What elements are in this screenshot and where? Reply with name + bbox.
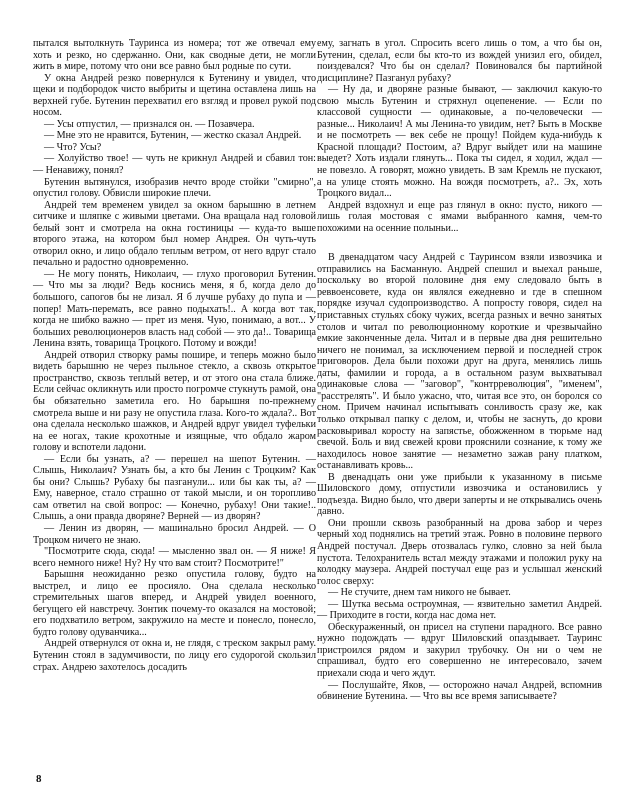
paragraph: Барышня неожиданно резко опустила голову, будто на выстрел, и лицо ее просияло. Она сделала несколько стремительных шагов вперед, и Андрей увидел военного, бегущего ей навстречу. Зонтик почему-то оказался на мостовой; его подхватило ветром, закружило на месте и понесло, понесло, будто голову одуванчика... xyxy=(33,569,316,638)
paragraph: В двенадцать они уже прибыли к указанному в письме Шиловского дому, отпустили извозчика и остановились у подъезда. Видно было, что двери заперты и не открывались очень давно. xyxy=(317,471,602,518)
paragraph: — Шутка весьма остроумная, — язвительно заметил Андрей. — Приходите в гости, когда нас дома нет. xyxy=(317,598,602,622)
paragraph: — Мне это не нравится, Бутенин, — жестко сказал Андрей. xyxy=(44,130,302,142)
paragraph: У окна Андрей резко повернулся к Бутенину и увидел, что щеки и подбородок чисто выбриты и щетина оставлена лишь на верхней губе. Бутенин перехватил его взгляд и провел рукой под носом. xyxy=(33,72,316,119)
paragraph: — Холуйство твое! — чуть не крикнул Андрей и сбавил тон: — Ненавижу, понял? xyxy=(33,153,316,177)
paragraph: — Не стучите, днем там никого не бывает. xyxy=(328,587,511,599)
paragraph: — Ну да, и дворяне разные бывают, — заключил какую-то свою мысль Бутенин и стряхнул оцепенение. — Если по классовой сущности — одинаковые, а по-человечески — разные... Николаич! А мы Ленина-то увидим, нет? Быть в Москве и не посмотреть — век себе не прощу! Пойдем куда-нибудь к Красной площади? Постоим, а? Вдруг выйдет или на машине выедет? Хоть издали глянуть... Пока ты сидел, я ходил, ждал — не повезло. А говорят, можно увидеть. В зам Кремль не пускают, а на улице стоять можно. На вождя посмотреть, а?.. Эх, хоть Троцкого видал... xyxy=(317,84,602,200)
paragraph: Бутенин вытянулся, изобразив нечто вроде стойки "смирно", опустил голову. Обвисли широкие плечи. xyxy=(33,176,316,200)
paragraph: — Ленин из дворян, — машинально бросил Андрей. — О Троцком ничего не знаю. xyxy=(33,522,316,546)
paragraph: Андрей отвернулся от окна и, не глядя, с треском закрыл раму. Бутенин стоял в задумчивости, по лицу его судорогой скользил страх. Андрею захотелось досадить xyxy=(33,638,316,673)
paragraph: — Не могу понять, Николаич, — глухо проговорил Бутенин. — Что мы за люди? Ведь коснись меня, я б, когда дело до большого, сапогов бы не лизал. Я б лучше рубаху до пупа и — попер! Мать-перемать, все равно подыхать!.. А когда вот так, когда не шибко важно — прет из меня. Чую, понимаю, а вот... У больших революционеров власть над собой — это да!.. Товарища Ленина взять, товарища Троцкого. Потому и вожди! xyxy=(33,268,316,350)
paragraph: — Если бы узнать, а? — перешел на шепот Бутенин. — Слышь, Николаич? Узнать бы, а кто бы Ленин с Троцким? Как бы они? Слышь? Рубаху бы пазганули... или бы как ты, а? — Ему, наверное, стало страшно от такой мысли, и он торопливо сам ответил на свой вопрос: — Конечно, рубаху! Они такие!.. Слышь, а они правда дворяне? Верней — из дворян? xyxy=(33,453,316,523)
right-column xyxy=(317,38,602,703)
paragraph: Они прошли сквозь разобранный на дрова забор и через черный ход поднялись на третий этаж. Ровно в половине первого Андрей постучал. Дверь отозвалась гулко, словно за ней была пустота. Телохранитель встал между этажами и положил руку на колодку маузера. Андрей постучал еще раз и услышал женский голос сверху: xyxy=(317,517,602,587)
paragraph: Обескураженный, он присел на ступени парадного. Все равно нужно подождать — вдруг Шиловский опаздывает. Тауринс пристроился рядом и закурил трубочку. Он ни о чем не спрашивал, будто его совершенно не интересовало, зачем приехали сюда и чего ждут. xyxy=(317,621,602,679)
paragraph: Андрей вздохнул и еще раз глянул в окно: пусто, никого — лишь голая мостовая с ямами выбранного камня, чем-то похожими на осенние полыньи... xyxy=(317,199,602,234)
paragraph: — Усы отпустил, — признался он. — Позавчера. xyxy=(44,118,255,130)
left-column xyxy=(33,38,316,673)
section-start-paragraph: В двенадцатом часу Андрей с Тауринсом взяли извозчика и отправились на Басманную. Андрей спешил и выехал раньше, поскольку во второй половине дня ему следовало быть в реввоенсовете, куда он являлся ежедневно и где в спешном порядке изучал судопроизводство. А попросту говоря, сидел на приставных стульях сбоку чужих, всегда разных и вечно занятых столов и читал по революционному короткие и чрезвычайно емкие законченные дела. Читал и в первые два дня решительно ничего не понимал, за исключением первой и последней строк приговоров. Дела были похожи друг на друга, менялись лишь даты, фамилии и города, а в остальном разум выхватывал одинаковые слова — "заговор", "контрреволюция", "именем", "расстрелять". И было ужасно, что, читая все это, он боролся со сном. Причем начинал испытывать сонливость сразу же, как только открывал папку с делом, и, чтобы не заснуть, до крови расковыривал коросту на запястье, обожженном в тюрьме над свечой. Боль и вид свежей крови прояснили сознание, к тому же находилось новое занятие — незаметно зажав рану платком, останавливать кровь... xyxy=(317,252,602,472)
paragraph: пытался вытолкнуть Тауринса из номера; тот же отвечал ему хоть и резко, но сдержанно. Они, как сводные дети, не могли жить в мире, потому что они все равно был родные по сути. xyxy=(33,38,316,73)
paragraph: ему, загнать в угол. Спросить всего лишь о том, а что бы он, Бутенин, сделал, если бы кто-то из вождей унизил его, обидел, поиздевался? Что бы он сделал? Повиновался бы партийной дисциплине? Пазганул рубаху? xyxy=(317,38,602,84)
paragraph: — Что? Усы? xyxy=(44,141,102,153)
paragraph: "Посмотрите сюда, сюда! — мысленно звал он. — Я ниже! Я всего немного ниже! Ну? Ну что вам стоит? Посмотрите!" xyxy=(33,546,316,569)
page-number: 8 xyxy=(36,773,42,785)
paragraph: Андрей тем временем увидел за окном барышню в летнем ситчике и шляпке с живыми цветами. Она вращала над головой белый зонт и смотрела на окна гостиницы — куда-то выше второго этажа, на котором был номер Андрея. Он чуть-чуть отворил окно, и лицо обдало теплым ветром, от него вдруг стало печально и радостно одновременно. xyxy=(33,199,316,269)
paragraph: — Послушайте, Яков, — осторожно начал Андрей, вспомнив обвинение Бутенина. — Что вы все время записываете? xyxy=(317,679,602,703)
paragraph: Андрей отворил створку рамы пошире, и теперь можно было видеть барышню не через пыльное стекло, а сквозь открытое пространство, сквозь теплый ветер, и от этого она стала ближе. Если сейчас окликнуть или просто погромче стукнуть рамой, она бы обязательно заметила его. Но барышня по-прежнему смотрела выше и ни разу не опустила глаза. Кого-то ждала?.. Вот она сделала несколько шажков, и Андрей вдруг увидел туфельки на ее ногах, такие крохотные и изящные, что обдало жаром голову и вспотели ладони. xyxy=(33,349,316,454)
